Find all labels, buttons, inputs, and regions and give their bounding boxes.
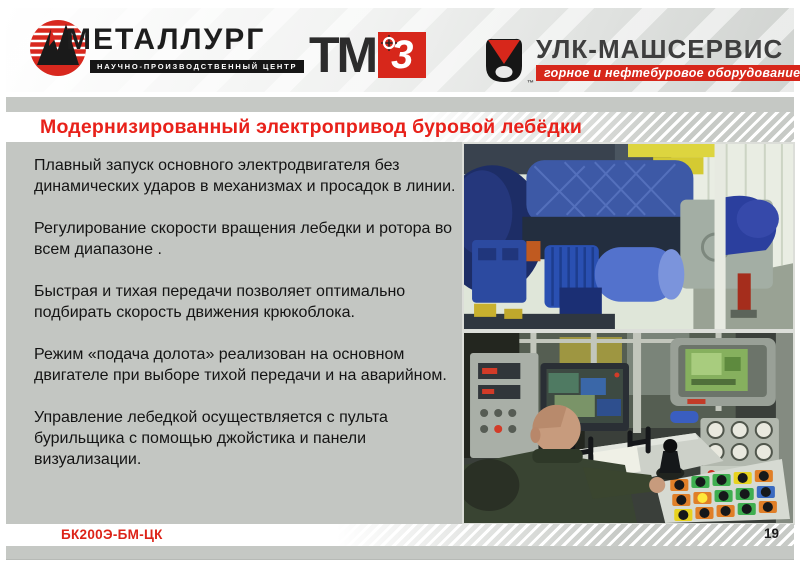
body-text: [34, 155, 462, 491]
ulk-subtitle: горное и нефтебуровое оборудование: [536, 65, 800, 81]
ulk-text: [536, 36, 800, 82]
crosshair-icon: [381, 35, 397, 51]
paragraph-4: Режим «подача долота» реализован на основном двигателе при выборе тихой передачи и на аварийном.: [34, 346, 447, 384]
control-cabin-photo: [462, 331, 795, 525]
tmz-z-letter: 3: [391, 33, 414, 77]
trademark-mark: ™: [527, 80, 534, 87]
slide-title: Модернизированный электропривод буровой лебёдки: [40, 116, 583, 138]
tmz-red-box: [378, 32, 426, 78]
paragraph-3: Быстрая и тихая передачи позволяет оптимально подбирать скорость движения крюкоблока.: [34, 283, 406, 321]
ulk-logo: [483, 34, 800, 87]
tmz-letters: ТМ: [309, 27, 376, 83]
metallurg-subtitle: НАУЧНО-ПРОИЗВОДСТВЕННЫЙ ЦЕНТР: [90, 60, 304, 73]
paragraph-2: Регулирование скорости вращения лебедки и ротора во всем диапазоне .: [34, 220, 453, 258]
document-code: БК200Э-БМ-ЦК: [61, 527, 163, 542]
paragraph-5: Управление лебедкой осуществляется с пульта бурильщика с помощью джойстика и панели визуализации.: [34, 409, 388, 468]
header-band: [6, 8, 800, 92]
content-area: [6, 142, 794, 524]
metallurg-text: [66, 24, 304, 74]
ulk-emblem-icon: [483, 36, 534, 87]
bottom-band: [6, 546, 794, 560]
metallurg-logo: [28, 18, 304, 78]
paragraph-1: Плавный запуск основного электродвигателя без динамических ударов в механизмах и просадок в линии.: [34, 157, 456, 195]
page-number: 19: [763, 526, 779, 541]
metallurg-name: МЕТАЛЛУРГ: [66, 23, 266, 56]
machinery-photo: [462, 142, 795, 331]
ulk-name: УЛК-МАШСЕРВИС: [536, 34, 784, 64]
footer-band: [6, 524, 794, 546]
divider-band: [6, 97, 794, 112]
tmz-logo: [309, 27, 426, 83]
title-band: [6, 112, 794, 142]
